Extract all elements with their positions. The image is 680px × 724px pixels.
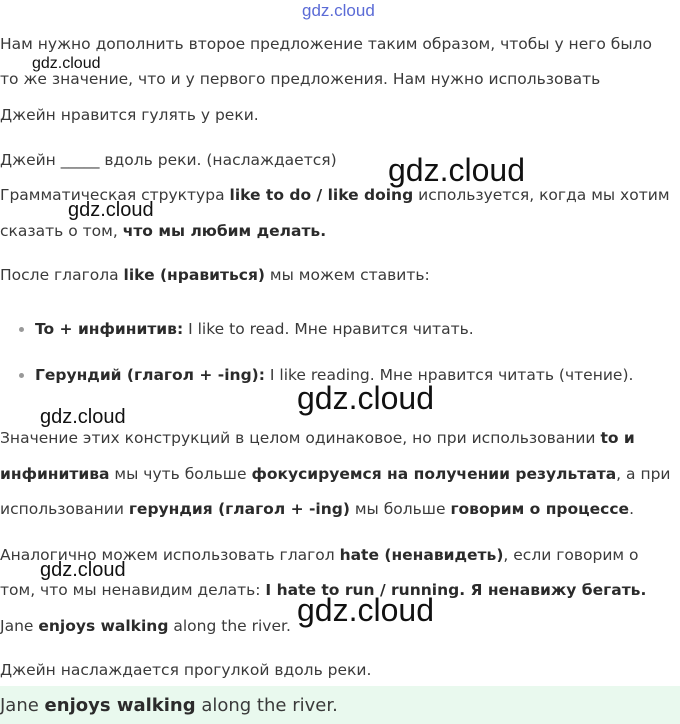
text: along the river. [195, 695, 338, 716]
paragraph-line [0, 580, 646, 600]
bold-text: Герундий (глагол + -ing): [35, 366, 265, 384]
watermark: gdz.cloud [297, 380, 434, 416]
text: . [629, 500, 634, 518]
watermark: gdz.cloud [388, 152, 525, 188]
text: мы чуть больше [109, 465, 252, 483]
text: том, что мы ненавидим делать: [0, 581, 266, 599]
bold-text: инфинитива [0, 465, 110, 483]
text: сказать о том, [0, 222, 123, 240]
text: использовании [0, 500, 129, 518]
text: Аналогично можем использовать глагол [0, 546, 340, 564]
text: , а при [616, 465, 671, 483]
text: Значение этих конструкций в целом одинаковое, но при использовании [0, 429, 601, 447]
paragraph-line: Нам нужно дополнить второе предложение таким образом, чтобы у него было [0, 35, 652, 53]
bold-text: I hate to run / running. Я ненавижу бегать. [265, 581, 647, 599]
bold-text: like to do / like doing [229, 186, 414, 204]
text: I like reading. Мне нравится читать (чтение). [264, 366, 634, 384]
paragraph-line [0, 185, 670, 205]
watermark-top: gdz.cloud [302, 1, 375, 20]
bold-text: like (нравиться) [123, 266, 265, 284]
list-item [35, 319, 474, 339]
bold-text: To + инфинитив: [35, 320, 184, 338]
paragraph-line: Джейн нравится гулять у реки. [0, 106, 259, 124]
bold-text: фокусируемся на получении результата [251, 465, 617, 483]
text: along the river. [168, 617, 291, 635]
answer-text [0, 695, 338, 716]
paragraph-line [0, 545, 639, 565]
paragraph-line: Джейн наслаждается прогулкой вдоль реки. [0, 661, 372, 679]
text: Jane [0, 695, 45, 716]
watermark: gdz.cloud [297, 592, 434, 628]
text: используется, когда мы хотим [413, 186, 670, 204]
list-item [35, 365, 633, 385]
watermark: gdz.cloud [68, 199, 154, 221]
text: I like to read. Мне нравится читать. [183, 320, 474, 338]
text: Jane [0, 617, 39, 635]
text: , если говорим о [503, 546, 639, 564]
bold-text: enjoys walking [38, 617, 169, 635]
text: мы можем ставить: [265, 266, 430, 284]
bold-text: hate (ненавидеть) [339, 546, 504, 564]
bold-text: to и [600, 429, 635, 447]
bullet-dot [19, 373, 24, 378]
watermark: gdz.cloud [40, 559, 126, 581]
bullet-dot [19, 327, 24, 332]
text: После глагола [0, 266, 124, 284]
paragraph-line [0, 464, 671, 484]
watermark: gdz.cloud [32, 55, 101, 72]
bold-text: герундия (глагол + -ing) [128, 500, 350, 518]
paragraph-line: то же значение, что и у первого предложения. Нам нужно использовать [0, 70, 601, 88]
paragraph-line [0, 616, 291, 636]
bold-text: enjoys walking [44, 695, 196, 716]
answer-box [0, 686, 680, 724]
text: мы больше [349, 500, 451, 518]
paragraph-line [0, 499, 634, 519]
text: Грамматическая структура [0, 186, 230, 204]
bold-text: что мы любим делать. [122, 222, 327, 240]
paragraph-line [0, 428, 635, 448]
paragraph-line [0, 221, 326, 241]
watermark: gdz.cloud [40, 406, 126, 428]
bold-text: говорим о процессе [450, 500, 630, 518]
paragraph-line [0, 265, 430, 285]
paragraph-line: Джейн _____ вдоль реки. (наслаждается) [0, 151, 337, 169]
